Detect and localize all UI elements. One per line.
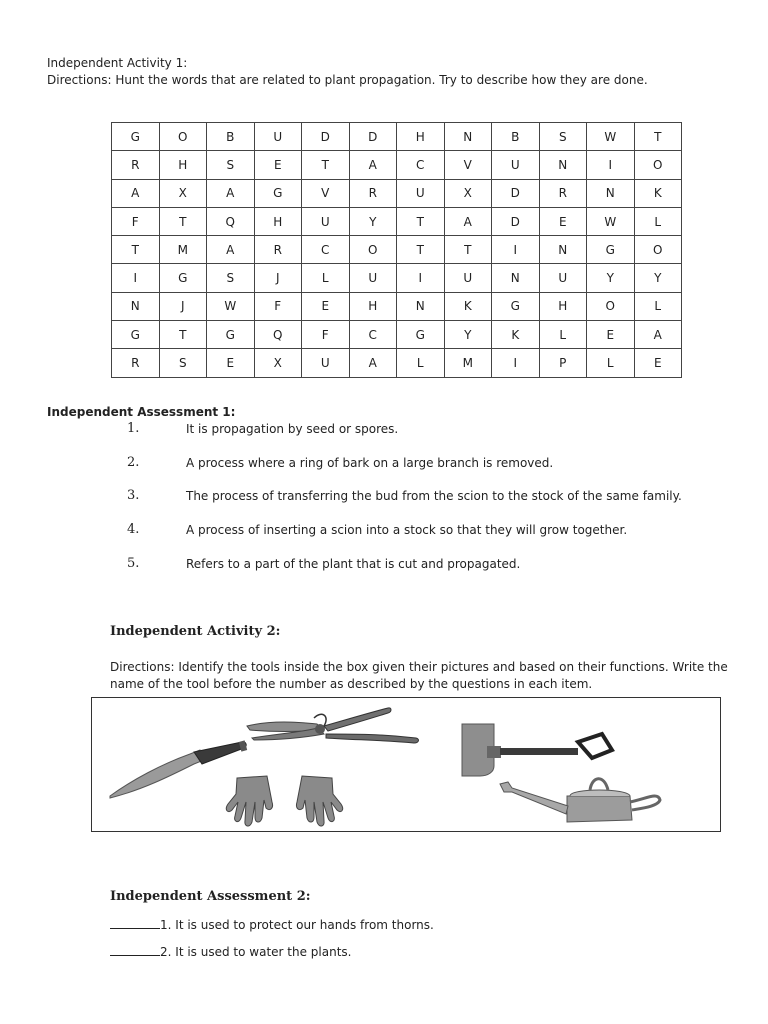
activity2-directions-line2: name of the tool before the number as described by the questions in each item. xyxy=(110,677,593,691)
grid-cell: U xyxy=(254,123,302,151)
item-text: It is used to water the plants. xyxy=(175,945,352,959)
grid-cell: L xyxy=(539,321,587,349)
grid-cell: U xyxy=(539,264,587,292)
grid-cell: R xyxy=(112,151,160,179)
grid-cell: E xyxy=(587,321,635,349)
grid-cell: H xyxy=(349,292,397,320)
tools-picture-box xyxy=(91,697,721,832)
grid-cell: R xyxy=(349,179,397,207)
watering-can-icon xyxy=(500,779,660,822)
grid-cell: S xyxy=(159,349,207,377)
grid-cell: N xyxy=(112,292,160,320)
grid-cell: E xyxy=(302,292,350,320)
grid-cell: I xyxy=(397,264,445,292)
grid-cell: L xyxy=(634,207,682,235)
activity2-title: Independent Activity 2: xyxy=(110,624,281,639)
grid-cell: U xyxy=(302,349,350,377)
bolo-knife-icon xyxy=(110,740,247,798)
grid-cell: G xyxy=(159,264,207,292)
assessment2-item xyxy=(110,943,351,960)
pruning-shears-icon xyxy=(247,708,418,743)
grid-cell: S xyxy=(207,264,255,292)
grid-cell: H xyxy=(159,151,207,179)
grid-cell: T xyxy=(302,151,350,179)
grid-cell: L xyxy=(587,349,635,377)
grid-cell: N xyxy=(539,151,587,179)
grid-cell: T xyxy=(397,207,445,235)
grid-row xyxy=(112,236,682,264)
activity1-directions: Directions: Hunt the words that are related to plant propagation. Try to describe how they are done. xyxy=(47,73,648,87)
grid-cell: A xyxy=(207,236,255,264)
grid-cell: T xyxy=(159,207,207,235)
grid-cell: O xyxy=(587,292,635,320)
grid-cell: T xyxy=(444,236,492,264)
grid-cell: V xyxy=(444,151,492,179)
grid-cell: I xyxy=(587,151,635,179)
answer-blank[interactable] xyxy=(110,943,160,956)
grid-cell: K xyxy=(634,179,682,207)
grid-cell: T xyxy=(397,236,445,264)
grid-cell: K xyxy=(444,292,492,320)
grid-cell: A xyxy=(112,179,160,207)
grid-cell: A xyxy=(207,179,255,207)
grid-cell: G xyxy=(397,321,445,349)
gloves-icon xyxy=(226,776,342,826)
grid-cell: Y xyxy=(444,321,492,349)
answer-blank[interactable] xyxy=(110,916,160,929)
grid-cell: A xyxy=(349,349,397,377)
grid-cell: X xyxy=(444,179,492,207)
grid-cell: T xyxy=(159,321,207,349)
grid-cell: H xyxy=(397,123,445,151)
item-number: 5. xyxy=(127,556,140,571)
grid-cell: Y xyxy=(634,264,682,292)
grid-cell: N xyxy=(492,264,540,292)
grid-cell: I xyxy=(492,236,540,264)
grid-cell: G xyxy=(254,179,302,207)
grid-cell: I xyxy=(492,349,540,377)
grid-cell: C xyxy=(302,236,350,264)
grid-cell: D xyxy=(302,123,350,151)
assessment2-item xyxy=(110,916,434,933)
grid-cell: U xyxy=(302,207,350,235)
item-number: 1. xyxy=(127,421,140,436)
grid-cell: H xyxy=(539,292,587,320)
grid-cell: E xyxy=(539,207,587,235)
grid-cell: L xyxy=(397,349,445,377)
grid-cell: O xyxy=(159,123,207,151)
grid-row xyxy=(112,264,682,292)
grid-cell: R xyxy=(112,349,160,377)
grid-cell: K xyxy=(492,321,540,349)
grid-cell: P xyxy=(539,349,587,377)
grid-row xyxy=(112,179,682,207)
grid-cell: E xyxy=(207,349,255,377)
grid-cell: Q xyxy=(254,321,302,349)
grid-cell: M xyxy=(159,236,207,264)
grid-row xyxy=(112,292,682,320)
grid-cell: F xyxy=(112,207,160,235)
item-text: The process of transferring the bud from the scion to the stock of the same family. xyxy=(186,489,682,503)
item-number: 1. xyxy=(160,918,172,932)
grid-cell: W xyxy=(587,123,635,151)
grid-cell: W xyxy=(207,292,255,320)
grid-cell: B xyxy=(207,123,255,151)
item-number: 2. xyxy=(160,945,172,959)
grid-cell: F xyxy=(254,292,302,320)
grid-cell: U xyxy=(397,179,445,207)
grid-cell: D xyxy=(349,123,397,151)
grid-row xyxy=(112,123,682,151)
grid-cell: N xyxy=(444,123,492,151)
assessment2-title: Independent Assessment 2: xyxy=(110,889,311,904)
grid-cell: T xyxy=(634,123,682,151)
grid-cell: G xyxy=(112,321,160,349)
grid-cell: A xyxy=(349,151,397,179)
grid-row xyxy=(112,207,682,235)
grid-cell: O xyxy=(634,236,682,264)
grid-cell: G xyxy=(207,321,255,349)
grid-cell: D xyxy=(492,207,540,235)
grid-cell: A xyxy=(634,321,682,349)
item-text: Refers to a part of the plant that is cut and propagated. xyxy=(186,557,521,571)
item-number: 4. xyxy=(127,522,140,537)
grid-cell: C xyxy=(397,151,445,179)
grid-cell: E xyxy=(634,349,682,377)
grid-cell: S xyxy=(207,151,255,179)
grid-cell: X xyxy=(254,349,302,377)
grid-row xyxy=(112,151,682,179)
grid-cell: A xyxy=(444,207,492,235)
grid-cell: O xyxy=(349,236,397,264)
grid-cell: B xyxy=(492,123,540,151)
grid-cell: J xyxy=(159,292,207,320)
grid-cell: N xyxy=(539,236,587,264)
grid-cell: M xyxy=(444,349,492,377)
grid-cell: E xyxy=(254,151,302,179)
grid-cell: T xyxy=(112,236,160,264)
grid-cell: X xyxy=(159,179,207,207)
assessment1-title: Independent Assessment 1: xyxy=(47,405,236,419)
grid-cell: Y xyxy=(587,264,635,292)
item-text: A process where a ring of bark on a large branch is removed. xyxy=(186,456,554,470)
grid-cell: I xyxy=(112,264,160,292)
grid-cell: H xyxy=(254,207,302,235)
activity2-directions-line1: Directions: Identify the tools inside the box given their pictures and based on their functions. Write the xyxy=(110,660,728,674)
item-number: 2. xyxy=(127,455,140,470)
grid-row xyxy=(112,321,682,349)
grid-cell: L xyxy=(302,264,350,292)
item-text: A process of inserting a scion into a stock so that they will grow together. xyxy=(186,523,628,537)
item-number: 3. xyxy=(127,488,140,503)
grid-cell: F xyxy=(302,321,350,349)
grid-cell: Y xyxy=(349,207,397,235)
grid-cell: N xyxy=(397,292,445,320)
grid-cell: V xyxy=(302,179,350,207)
grid-cell: O xyxy=(634,151,682,179)
grid-cell: R xyxy=(539,179,587,207)
grid-cell: S xyxy=(539,123,587,151)
grid-cell: G xyxy=(492,292,540,320)
grid-cell: J xyxy=(254,264,302,292)
grid-cell: U xyxy=(444,264,492,292)
grid-cell: U xyxy=(349,264,397,292)
item-text: It is used to protect our hands from thorns. xyxy=(175,918,434,932)
grid-cell: G xyxy=(587,236,635,264)
grid-cell: W xyxy=(587,207,635,235)
item-text: It is propagation by seed or spores. xyxy=(186,422,399,436)
word-search-grid xyxy=(111,122,682,378)
grid-cell: C xyxy=(349,321,397,349)
grid-cell: Q xyxy=(207,207,255,235)
grid-cell: L xyxy=(634,292,682,320)
spade-icon xyxy=(462,724,612,776)
grid-cell: N xyxy=(587,179,635,207)
activity1-title: Independent Activity 1: xyxy=(47,56,188,70)
grid-cell: D xyxy=(492,179,540,207)
grid-cell: R xyxy=(254,236,302,264)
grid-cell: G xyxy=(112,123,160,151)
grid-row xyxy=(112,349,682,377)
grid-cell: U xyxy=(492,151,540,179)
